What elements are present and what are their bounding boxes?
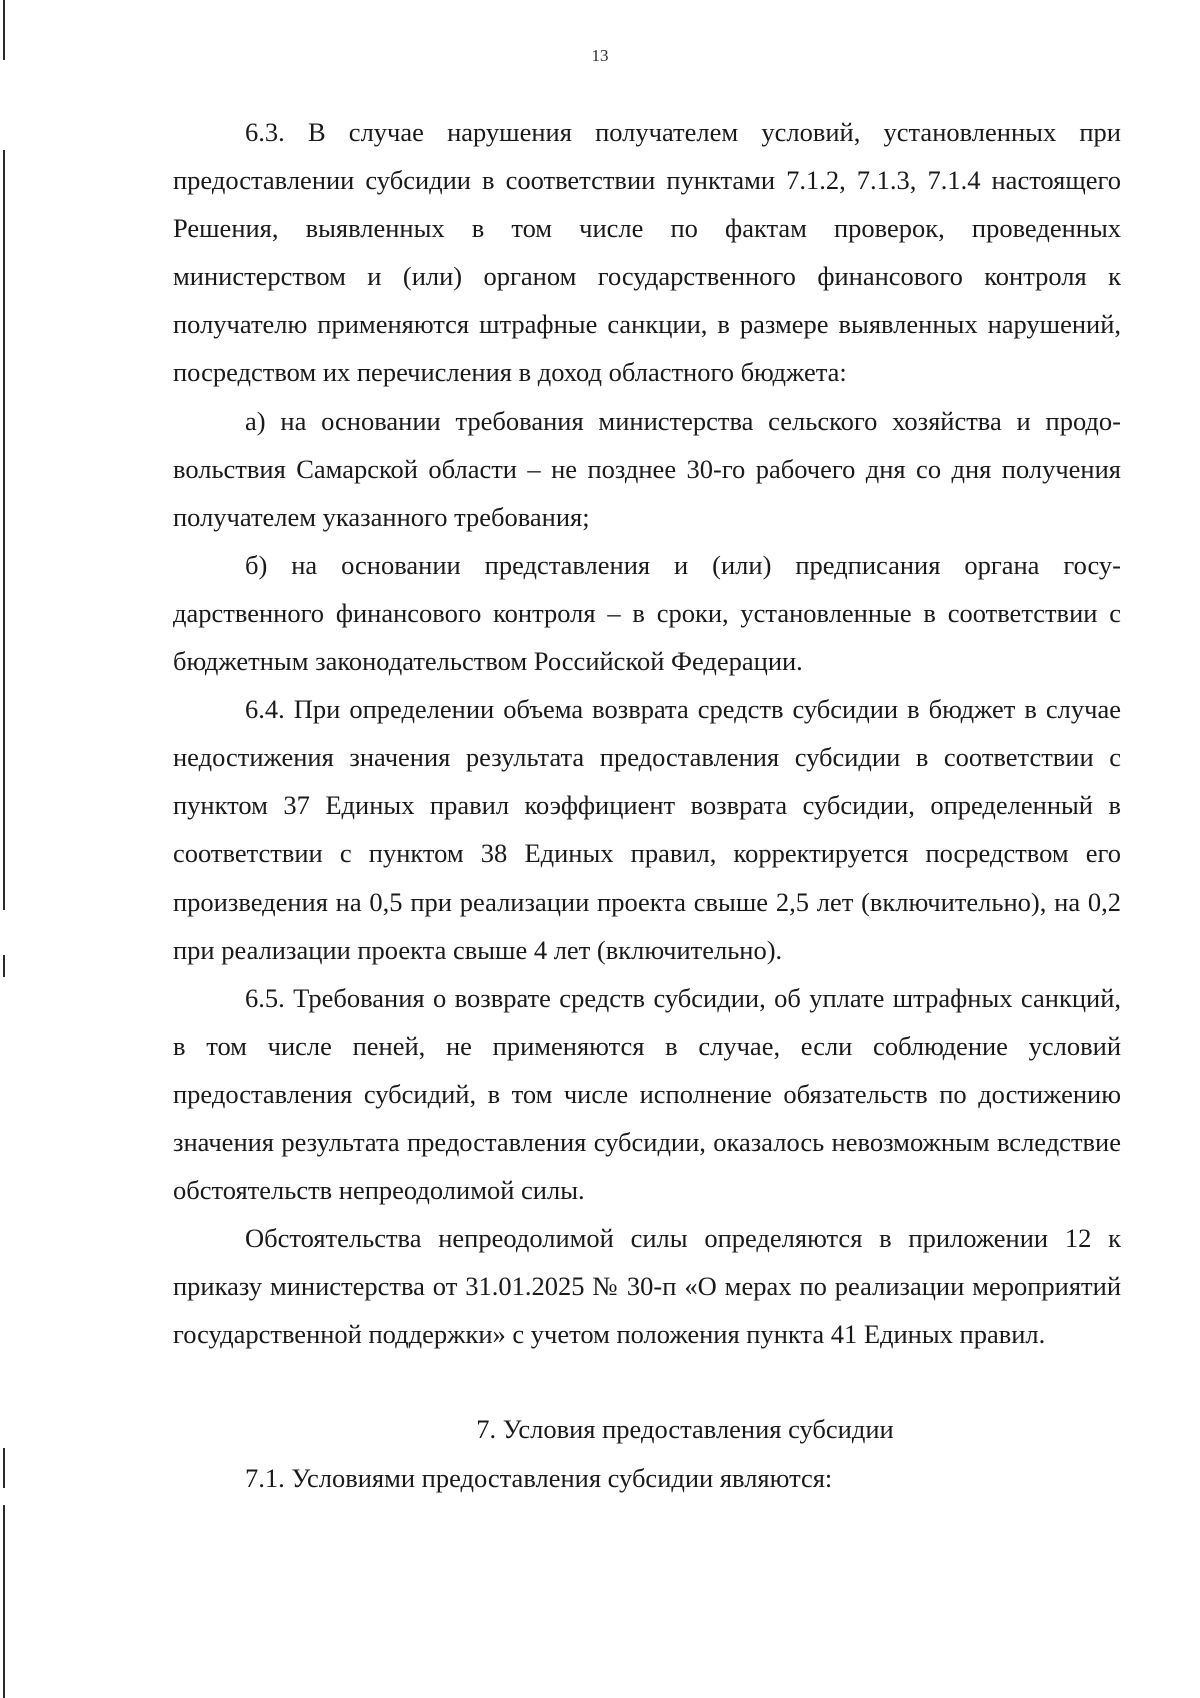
paragraph-6-3-a: а) на основании требования министерства сельского хозяйства и продовольствия Самарской области – не позднее 30-го рабочего дня со дня получения получателем указанного требования; (173, 405, 1121, 532)
scan-edge-mark (3, 1448, 5, 1488)
section-heading-7: 7. Условия предоставления субсидии (476, 1414, 894, 1445)
paragraph-7-1: 7.1. Условиями предоставления субсидии являются: (245, 1462, 833, 1493)
page-number: 13 (591, 46, 609, 65)
scan-edge-mark (3, 1505, 5, 1698)
paragraph-6-4: 6.4. При определении объема возврата средств субсидии в бюджет в случае недостижения значения результата предоставления субсидии в соответствии с пунктом 37 Единых правил коэффициент возврата субсидии, определенный в соответствии с пунктом 38 Единых правил, корректируется посредством его произведения на 0,5 при реализации проекта свыше 2,5 лет (включительно), на 0,2 при реализации проекта свыше 4 лет (включительно). (173, 694, 1121, 965)
paragraph-6-3-b: б) на основании представления и (или) предписания органа государственного финансового контроля – в сроки, установленные в соответствии с бюджетным законодательством Российской Федерации. (173, 549, 1121, 677)
paragraph-6-5: 6.5. Требования о возврате средств субсидии, об уплате штрафных санкций, в том числе пеней, не применяются в случае, если соблюдение условий предоставления субсидий, в том числе исполнение обязательств по достижению значения результата предоставления субсидии, оказалось невозможным вследствие обстоятельств непреодолимой силы. (173, 982, 1121, 1206)
scan-edge-mark (3, 955, 5, 977)
paragraph-6-3: 6.3. В случае нарушения получателем условий, установленных при предоставлении субсидии в соответствии пунктами 7.1.2, 7.1.3, 7.1.4 настоящего Решения, выявленных в том числе по фактам проверок, проведенных министерством и (или) органом государственного финансового контроля к получателю применяются штрафные санкции, в размере выявленных нарушений, посредством их перечисления в доход областного бюджета: (173, 117, 1121, 388)
scan-edge-mark (3, 150, 5, 910)
paragraph-force-majeure: Обстоятельства непреодолимой силы определяются в приложении 12 к приказу министерства от 31.01.2025 № 30-п «О мерах по реализации мероприятий государственной поддержки» с учетом положения пункта 41 Единых правил. (173, 1223, 1121, 1350)
document-body (173, 108, 1121, 1502)
